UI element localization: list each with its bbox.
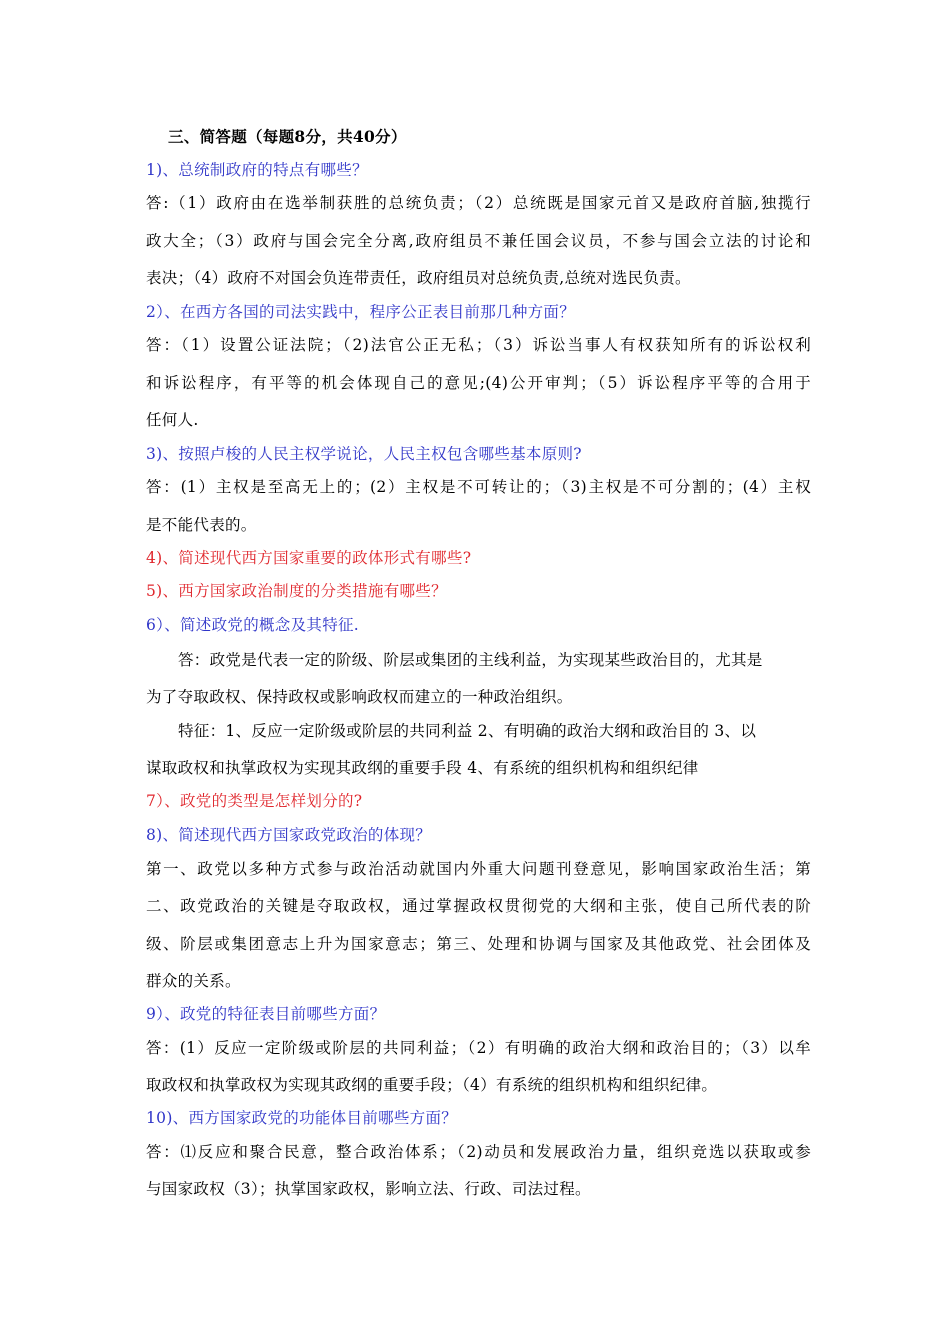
answer-10-line-1: 答：⑴反应和聚合民意，整合政治体系；（2)动员和发展政治力量，组织竞选以获取或参 xyxy=(146,1143,811,1161)
question-6: 6）、简述政党的概念及其特征. xyxy=(146,616,360,634)
answer-9-line-2: 取政权和执掌政权为实现其政纲的重要手段；（4）有系统的组织机构和组织纪律。 xyxy=(146,1076,718,1094)
question-9: 9）、政党的特征表目前哪些方面？ xyxy=(146,1005,386,1023)
question-2: 2）、在西方各国的司法实践中，程序公正表目前那几种方面？ xyxy=(146,303,576,321)
question-3: 3)、按照卢梭的人民主权学说论，人民主权包含哪些基本原则? xyxy=(146,445,582,463)
answer-8-line-1: 第一、政党以多种方式参与政治活动就国内外重大问题刊登意见，影响国家政治生活；第 xyxy=(146,860,811,878)
answer-10-line-2: 与国家政权（3）；执掌国家政权，影响立法、行政、司法过程。 xyxy=(146,1180,591,1198)
answer-6-line-3: 特征：1、反应一定阶级或阶层的共同利益 2、有明确的政治大纲和政治目的 3、以 xyxy=(178,722,757,740)
answer-2-line-2: 和诉讼程序，有平等的机会体现自己的意见;(4)公开审判；（5）诉讼程序平等的合用于 xyxy=(146,374,811,392)
question-8: 8)、简述现代西方国家政党政治的体现？ xyxy=(146,826,432,844)
section-title: 三、简答题（每题8分，共40分） xyxy=(168,127,407,146)
answer-2-line-1: 答：（1）设置公证法院；（2)法官公正无私；（3）诉讼当事人有权获知所有的诉讼权利 xyxy=(146,336,811,354)
question-4: 4)、简述现代西方国家重要的政体形式有哪些? xyxy=(146,549,472,567)
answer-8-line-3: 级、阶层或集团意志上升为国家意志；第三、处理和协调与国家及其他政党、社会团体及 xyxy=(146,935,811,953)
answer-8-line-2: 二、政党政治的关键是夺取政权，通过掌握政权贯彻党的大纲和主张，使自己所代表的阶 xyxy=(146,897,811,915)
answer-9-line-1: 答：(1）反应一定阶级或阶层的共同利益；（2）有明确的政治大纲和政治目的；（3）以牟 xyxy=(146,1039,811,1057)
answer-6-line-2: 为了夺取政权、保持政权或影响政权而建立的一种政治组织。 xyxy=(146,688,573,706)
answer-1-line-3: 表决；（4）政府不对国会负连带责任，政府组员对总统负责,总统对选民负责。 xyxy=(146,269,691,287)
answer-8-line-4: 群众的关系。 xyxy=(146,972,241,990)
answer-1-line-2: 政大全；（3）政府与国会完全分离,政府组员不兼任国会议员，不参与国会立法的讨论和 xyxy=(146,232,811,250)
question-7: 7）、政党的类型是怎样划分的? xyxy=(146,792,363,810)
answer-1-line-1: 答:（1）政府由在选举制获胜的总统负责；（2）总统既是国家元首又是政府首脑,独揽行 xyxy=(146,194,811,212)
answer-6-line-1: 答：政党是代表一定的阶级、阶层或集团的主线利益，为实现某些政治目的，尤其是 xyxy=(178,651,763,669)
answer-6-line-4: 谋取政权和执掌政权为实现其政纲的重要手段 4、有系统的组织机构和组织纪律 xyxy=(146,759,699,777)
answer-3-line-1: 答：(1）主权是至高无上的；(2）主权是不可转让的；（3)主权是不可分割的；(4）主权 xyxy=(146,478,811,496)
answer-3-line-2: 是不能代表的。 xyxy=(146,516,257,534)
question-5: 5)、西方国家政治制度的分类措施有哪些？ xyxy=(146,582,447,600)
question-1: 1)、总统制政府的特点有哪些？ xyxy=(146,161,368,179)
question-10: 10)、西方国家政党的功能体目前哪些方面？ xyxy=(146,1109,458,1127)
answer-2-line-3: 任何人. xyxy=(146,411,199,429)
